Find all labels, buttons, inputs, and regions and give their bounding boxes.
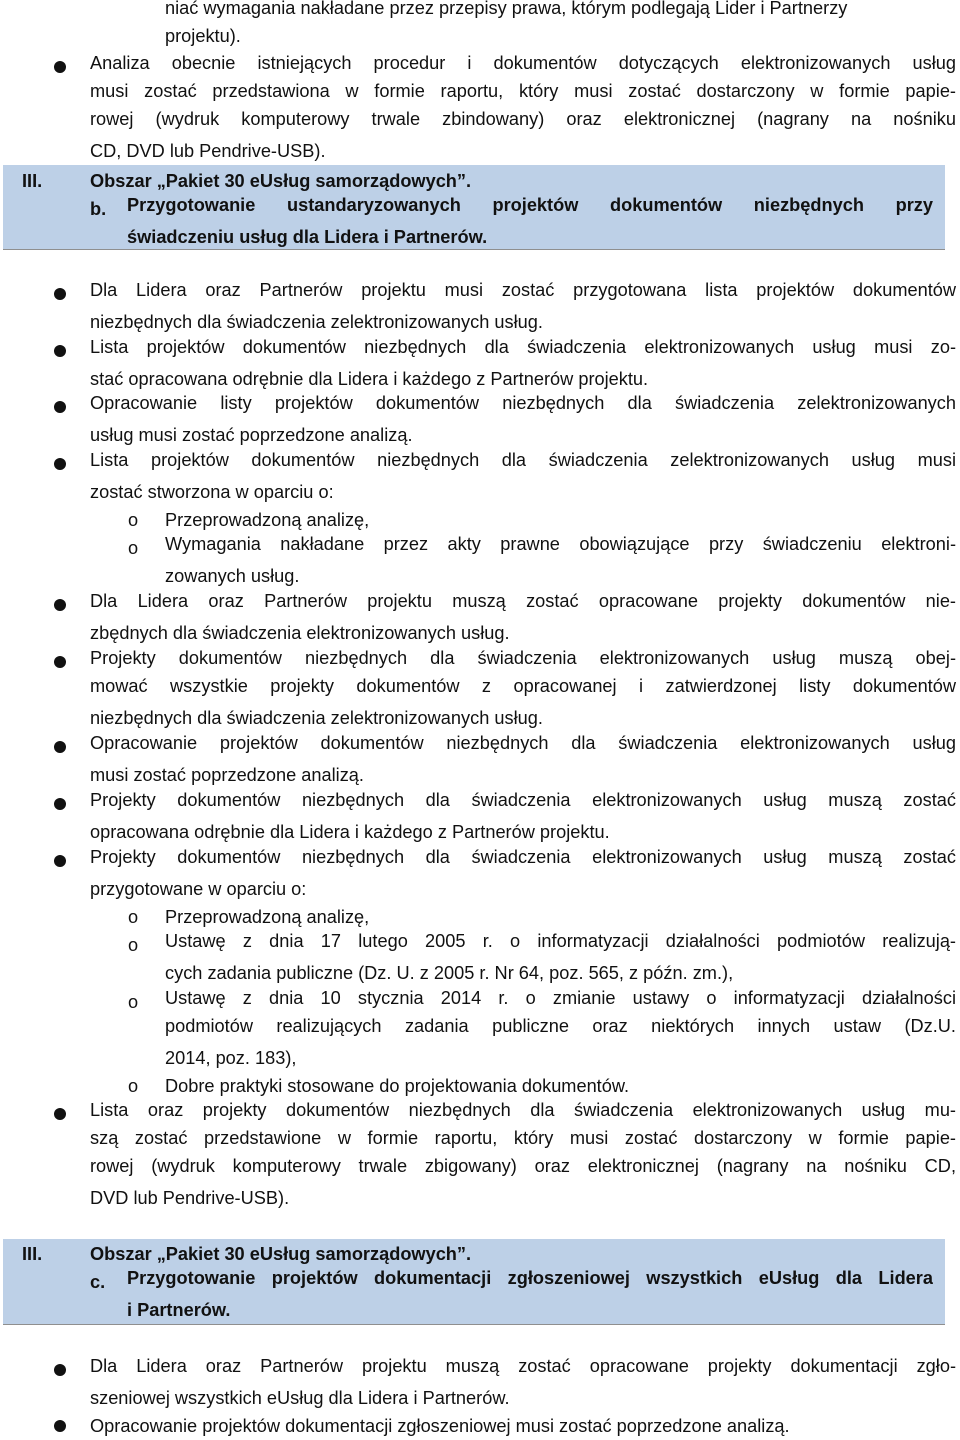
body-line: Lista projektów dokumentów niezbędnych dla świadczenia zelektronizowanych usług musi — [90, 450, 956, 470]
sub-item-line: Ustawę z dnia 10 stycznia 2014 r. o zmianie ustawy o informatyzacji działalności — [165, 988, 956, 1008]
body-line: Opracowanie listy projektów dokumentów niezbędnych dla świadczenia zelektronizowanych — [90, 393, 956, 413]
body-line: Projekty dokumentów niezbędnych dla świadczenia elektronizowanych usług muszą zostać — [90, 790, 956, 810]
sub-item-line: Przeprowadzoną analizę, — [165, 907, 370, 927]
section-roman-numeral: III. — [22, 171, 43, 191]
body-line: Lista oraz projekty dokumentów niezbędnych dla świadczenia elektronizowanych usług mu- — [90, 1100, 956, 1120]
bullet-icon — [54, 401, 66, 413]
body-line: rowej (wydruk komputerowy trwale zbigowany) oraz elektronicznej (nagrany na nośniku CD, — [90, 1156, 956, 1176]
sub-bullet-marker: o — [128, 1076, 139, 1096]
body-line: szeniowej wszystkich eUsług dla Lidera i Partnerów. — [90, 1388, 510, 1408]
sub-bullet-marker: o — [128, 510, 139, 530]
body-line: niezbędnych dla świadczenia zelektronizowanych usług. — [90, 312, 543, 332]
body-line: musi zostać przedstawiona w formie raportu, który musi zostać dostarczony w formie papie- — [90, 81, 956, 101]
sub-item-line: Ustawę z dnia 17 lutego 2005 r. o informatyzacji działalności podmiotów realizują- — [165, 931, 956, 951]
body-line: Dla Lidera oraz Partnerów projektu musi zostać przygotowana lista projektów dokumentów — [90, 280, 956, 300]
body-line: Analiza obecnie istniejących procedur i dokumentów dotyczących elektronizowanych usług — [90, 53, 956, 73]
body-line: Lista projektów dokumentów niezbędnych dla świadczenia elektronizowanych usług musi zo- — [90, 337, 956, 357]
body-line: niezbędnych dla świadczenia zelektronizowanych usług. — [90, 708, 543, 728]
body-line: opracowana odrębnie dla Lidera i każdego z Partnerów projektu. — [90, 822, 610, 842]
bullet-icon — [54, 599, 66, 611]
body-line: szą zostać przedstawione w formie raportu, który musi zostać dostarczony w formie papie- — [90, 1128, 956, 1148]
sub-bullet-marker: o — [128, 992, 139, 1012]
sub-item-line: 2014, poz. 183), — [165, 1048, 297, 1068]
bullet-icon — [54, 798, 66, 810]
sub-bullet-marker: o — [128, 907, 139, 927]
bullet-icon — [54, 855, 66, 867]
intro-line: niać wymagania nakładane przez przepisy prawa, którym podlegają Lider i Partnerzy — [165, 0, 848, 18]
section-area-title: Obszar „Pakiet 30 eUsług samorządowych”. — [90, 1244, 472, 1264]
bullet-icon — [54, 1108, 66, 1120]
body-line: Opracowanie projektów dokumentacji zgłoszeniowej musi zostać poprzedzone analizą. — [90, 1416, 790, 1436]
section-roman-numeral: III. — [22, 1244, 43, 1264]
sub-item-line: zowanych usług. — [165, 566, 300, 586]
body-line: stać opracowana odrębnie dla Lidera i każdego z Partnerów projektu. — [90, 369, 649, 389]
body-line: Projekty dokumentów niezbędnych dla świadczenia elektronizowanych usług muszą zostać — [90, 847, 956, 867]
body-line: Dla Lidera oraz Partnerów projektu muszą zostać opracowane projekty dokumentów nie- — [90, 591, 956, 611]
bullet-icon — [54, 1364, 66, 1376]
sub-item-line: podmiotów realizujących zadania publiczne oraz niektórych innych ustaw (Dz.U. — [165, 1016, 956, 1036]
bullet-icon — [54, 1420, 66, 1432]
body-line: Opracowanie projektów dokumentów niezbędnych dla świadczenia elektronizowanych usług — [90, 733, 956, 753]
sub-item-line: Wymagania nakładane przez akty prawne obowiązujące przy świadczeniu elektroni- — [165, 534, 956, 554]
body-line: usług musi zostać poprzedzone analizą. — [90, 425, 413, 445]
section-area-title: Obszar „Pakiet 30 eUsług samorządowych”. — [90, 171, 472, 191]
sub-item-line: Przeprowadzoną analizę, — [165, 510, 370, 530]
body-line: przygotowane w oparciu o: — [90, 879, 307, 899]
body-line: zbędnych dla świadczenia elektronizowanych usług. — [90, 623, 510, 643]
body-line: mować wszystkie projekty dokumentów z opracowanej i zatwierdzonej listy dokumentów — [90, 676, 956, 696]
body-line: musi zostać poprzedzone analizą. — [90, 765, 364, 785]
intro-line: projektu). — [165, 26, 241, 46]
section-letter: c. — [90, 1272, 106, 1292]
bullet-icon — [54, 345, 66, 357]
body-line: rowej (wydruk komputerowy trwale zbindowany) oraz elektronicznej (nagrany na nośniku — [90, 109, 956, 129]
section-title: Przygotowanie ustandaryzowanych projektów dokumentów niezbędnych przy — [127, 195, 933, 215]
body-line: zostać stworzona w oparciu o: — [90, 482, 334, 502]
section-divider — [3, 1324, 945, 1325]
body-line: Dla Lidera oraz Partnerów projektu muszą zostać opracowane projekty dokumentacji zgło- — [90, 1356, 956, 1376]
sub-bullet-marker: o — [128, 538, 139, 558]
sub-item-line: Dobre praktyki stosowane do projektowania dokumentów. — [165, 1076, 630, 1096]
bullet-icon — [54, 656, 66, 668]
section-letter: b. — [90, 199, 107, 219]
bullet-icon — [54, 458, 66, 470]
body-line: DVD lub Pendrive-USB). — [90, 1188, 290, 1208]
bullet-icon — [54, 288, 66, 300]
sub-item-line: cych zadania publiczne (Dz. U. z 2005 r. Nr 64, poz. 565, z późn. zm.), — [165, 963, 734, 983]
section-title: i Partnerów. — [127, 1300, 231, 1320]
body-line: Projekty dokumentów niezbędnych dla świadczenia elektronizowanych usług muszą obej- — [90, 648, 956, 668]
bullet-icon — [54, 61, 66, 73]
section-title: świadczeniu usług dla Lidera i Partnerów. — [127, 227, 488, 247]
section-title: Przygotowanie projektów dokumentacji zgłoszeniowej wszystkich eUsług dla Lidera — [127, 1268, 933, 1288]
bullet-icon — [54, 741, 66, 753]
body-line: CD, DVD lub Pendrive-USB). — [90, 141, 326, 161]
sub-bullet-marker: o — [128, 935, 139, 955]
